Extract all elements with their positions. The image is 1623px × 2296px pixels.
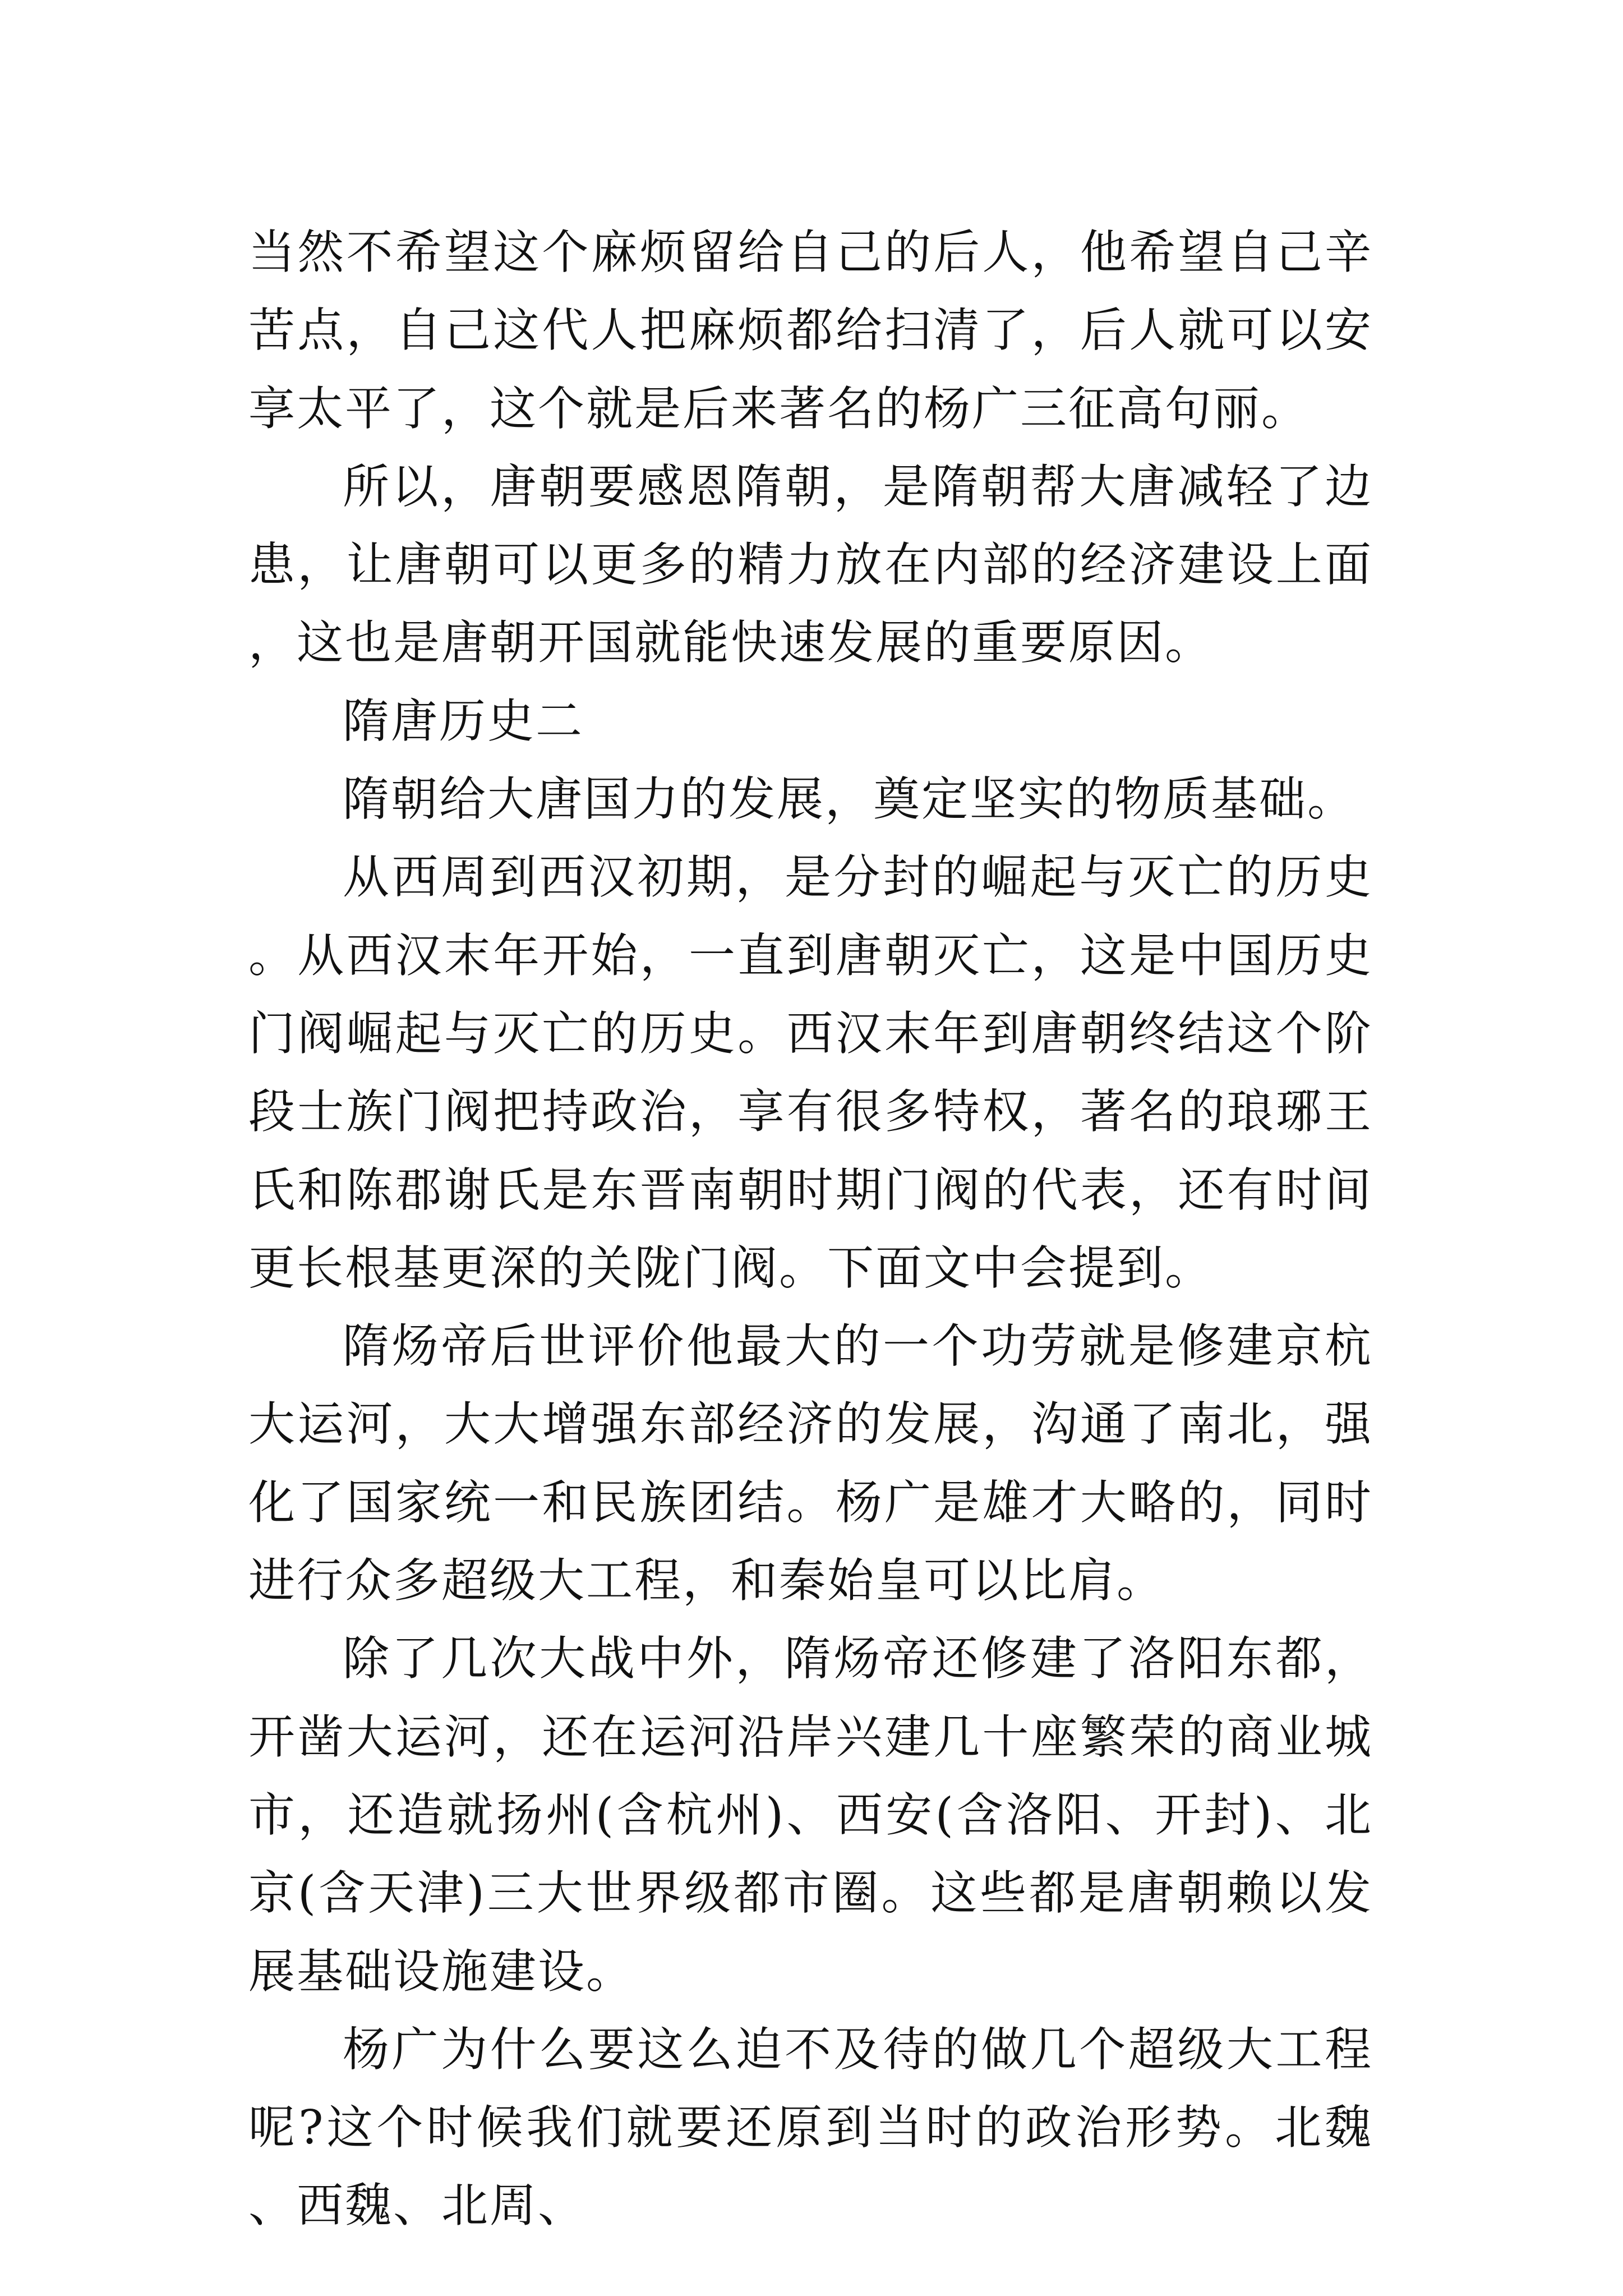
paragraph: 所以，唐朝要感恩隋朝，是隋朝帮大唐减轻了边患，让唐朝可以更多的精力放在内部的经济建设上面，这也是唐朝开国就能快速发展的重要原因。 <box>248 459 1373 670</box>
paragraph: 从西周到西汉初期，是分封的崛起与灭亡的历史。从西汉末年开始，一直到唐朝灭亡，这是中国历史门阀崛起与灭亡的历史。西汉末年到唐朝终结这个阶段士族门阀把持政治，享有很多特权，著名的琅琊王氏和陈郡谢氏是东晋南朝时期门阀的代表，还有时间更长根基更深的关陇门阀。下面文中会提到。 <box>248 850 1373 1295</box>
paragraph: 隋朝给大唐国力的发展，奠定坚实的物质基础。 <box>343 772 1355 827</box>
paragraph: 杨广为什么要这么迫不及待的做几个超级大工程呢?这个时候我们就要还原到当时的政治形势。北魏、西魏、北周、 <box>248 2022 1373 2233</box>
body-text <box>248 213 1373 2245</box>
paragraph: 隋炀帝后世评价他最大的一个功劳就是修建京杭大运河，大大增强东部经济的发展，沟通了南北，强化了国家统一和民族团结。杨广是雄才大略的，同时进行众多超级大工程，和秦始皇可以比肩。 <box>248 1319 1373 1608</box>
paragraph-continued: 当然不希望这个麻烦留给自己的后人，他希望自己辛苦点，自己这代人把麻烦都给扫清了，后人就可以安享太平了，这个就是后来著名的杨广三征高句丽。 <box>248 225 1373 436</box>
section-heading: 隋唐历史二 <box>343 693 584 748</box>
paragraph: 除了几次大战中外，隋炀帝还修建了洛阳东都，开凿大运河，还在运河沿岸兴建几十座繁荣的商业城市，还造就扬州(含杭州)、西安(含洛阳、开封)、北京(含天津)三大世界级都市圈。这些都是唐朝赖以发展基础设施建设。 <box>248 1631 1373 1999</box>
